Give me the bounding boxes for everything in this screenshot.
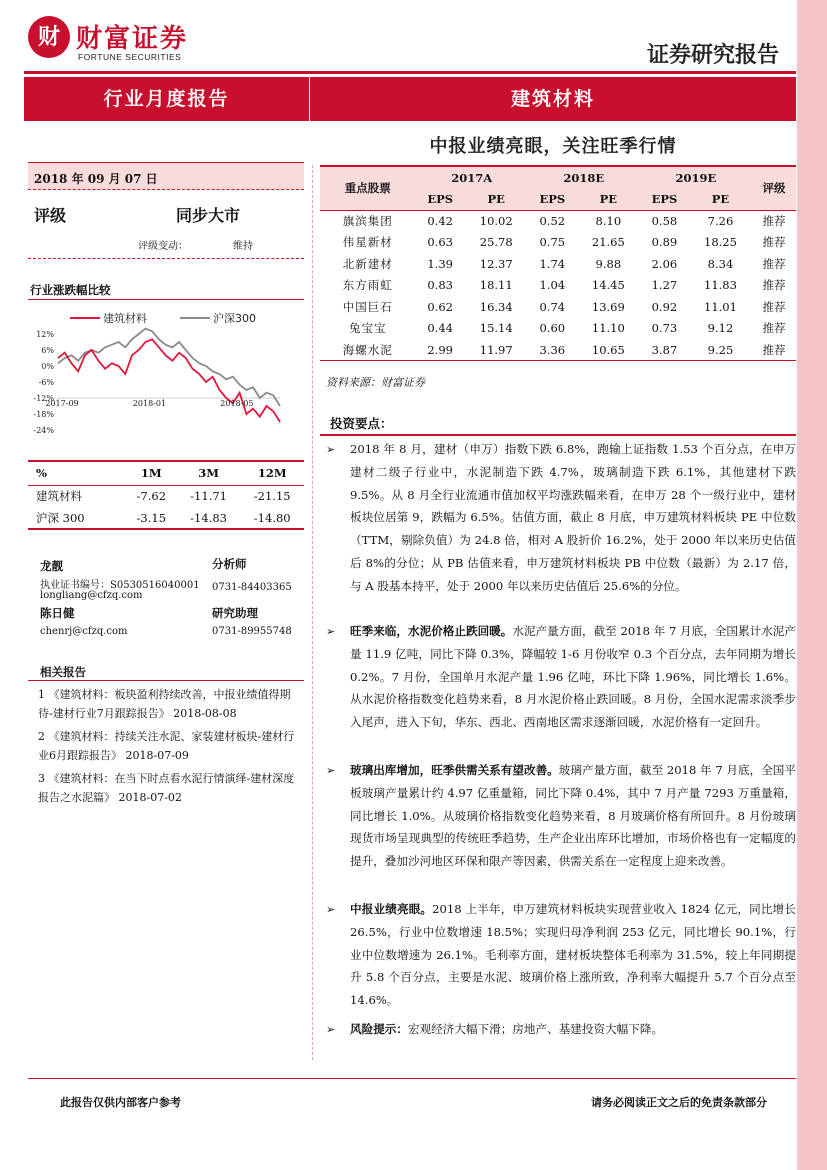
point-body: 2018 上半年，申万建筑材料板块实现营业收入 1824 亿元，同比增长 26.5%，行业中位数增速 18.5%；实现归母净利润 253 亿元，同比增长 90.1%，行业中位数增速为 26.1%。毛利率方面，建材板块整体毛利率为 31.5%，较上年同期提升 5.8 个百分点，主要是水泥、玻璃价格上涨所致，净利率大幅提升 5.7 个百分点至 14.6%。 [350, 902, 796, 1008]
table-cell: 9.88 [595, 256, 622, 271]
y-tick-label: 12% [36, 330, 54, 339]
table-cell: 0.92 [651, 299, 678, 314]
table-cell: 16.34 [479, 299, 513, 314]
table-cell: 1.74 [539, 256, 566, 271]
stock-rating: 推荐 [762, 299, 786, 314]
perf-col-header: 1M [126, 461, 177, 485]
analyst-role: 分析师 [212, 557, 247, 571]
table-cell: 11.10 [591, 321, 625, 336]
assistant-email[interactable]: chenrj@cfzq.com [40, 626, 128, 637]
point-body: 玻璃产量方面，截至 2018 年 7 月底，全国平板玻璃产量累计约 4.97 亿重量箱，同比下降 0.4%，其中 7 月产量 7293 万重量箱，同比增长 1.0%。从玻璃价格指数变化趋势来看，8 月玻璃价格有所回升。8 月份玻璃现货市场呈现典型的传统旺季趋势，生产企业出库环比增加，市场价格也有一定幅度的提升，叠加沙河地区环保和限产等因素，供需关系在一定程度上迎来改善。 [350, 763, 796, 869]
related-item[interactable]: 3 《建筑材料：在当下时点看水泥行情演绎-建材深度报告之水泥篇》 2018-07-02 [38, 772, 295, 804]
table-cell: -14.83 [177, 507, 241, 529]
rating-label: 评级 [34, 206, 67, 225]
table-cell: -3.15 [126, 507, 177, 529]
table-cell: 0.60 [539, 321, 566, 336]
x-tick-label: 2017-09 [45, 399, 79, 408]
point-heading: 中报业绩亮眼。 [350, 902, 433, 916]
bullet-arrow-icon: ➢ [326, 1023, 336, 1036]
y-tick-label: -18% [33, 410, 54, 419]
banner-industry: 建筑材料 [510, 88, 595, 110]
point-item [326, 1018, 796, 1041]
point-heading: 玻璃出库增加，旺季供需关系有望改善。 [350, 763, 559, 777]
table-cell: 1.27 [651, 278, 678, 293]
table-cell: -21.15 [253, 489, 291, 504]
rating-change-label: 评级变动： [138, 241, 188, 252]
y-tick-label: 6% [41, 346, 54, 355]
table-cell: 沪深 300 [28, 507, 126, 529]
bullet-arrow-icon: ➢ [326, 625, 336, 638]
table-cell: 建筑材料 [36, 489, 82, 504]
page-title: 中报业绩亮眼，关注旺季行情 [429, 136, 677, 157]
point-heading: 旺季来临，水泥价格止跌回暖。 [350, 624, 513, 638]
table-row [28, 507, 304, 529]
top-rule [24, 71, 796, 74]
x-tick-label: 2018-01 [132, 399, 167, 408]
sub-header: EPS [528, 188, 577, 210]
table-cell: 25.78 [479, 235, 513, 250]
table-cell: 3.87 [640, 339, 689, 361]
table-cell: 2.06 [651, 256, 678, 271]
perf-table-header [28, 461, 304, 485]
table-cell: 0.75 [539, 235, 566, 250]
table-row [320, 339, 796, 361]
table-row [28, 485, 304, 507]
point-body: 水泥产量方面，截至 2018 年 7 月底，全国累计水泥产量 11.9 亿吨，同比下降 0.3%，降幅较 1-6 月份收窄 0.3 个百分点，去年同期为增长 0.2%。7 月份，全国单月水泥产量 1.96 亿吨，环比下降 1.96%，同比增长 1.6%。从水泥价格指数变化趋势来看，8 月水泥价格止跌回暖。8 月份，全国水泥需求淡季步入尾声，进入下旬，华东、西北、西南地区需求逐渐回暖，水泥价格有一定回升。 [350, 624, 796, 730]
stock-name: 海螺水泥 [320, 339, 416, 361]
table-cell: 0.62 [427, 299, 453, 314]
section-rule [320, 434, 796, 436]
stock-table [320, 165, 796, 361]
stock-col-header: 重点股票 [320, 166, 416, 210]
footer-note: 此报告仅供内部客户参考 [60, 1096, 181, 1109]
stock-name: 北新建材 [342, 256, 393, 271]
legend-label: 建筑材料 [103, 312, 147, 325]
stock-rating: 推荐 [762, 278, 786, 293]
point-text [350, 620, 796, 734]
year-header: 2018E [528, 166, 640, 188]
table-cell: 0.89 [651, 235, 678, 250]
perf-chart [28, 308, 304, 446]
table-cell: -11.71 [190, 489, 227, 504]
table-cell: 0.52 [539, 214, 566, 228]
table-cell: -14.80 [240, 507, 304, 529]
table-cell: 1.04 [539, 278, 566, 293]
y-tick-label: -6% [38, 378, 54, 387]
point-item [326, 620, 796, 734]
table-cell: 14.45 [591, 278, 625, 293]
table-row [320, 275, 796, 297]
related-title: 相关报告 [40, 665, 86, 679]
table-cell: 11.83 [704, 278, 737, 293]
point-text [350, 898, 796, 1012]
table-cell: 0.83 [427, 278, 453, 293]
stock-name: 旗滨集团 [342, 214, 393, 228]
perf-col-header: 3M [177, 461, 241, 485]
sub-header: EPS [640, 188, 689, 210]
stock-rating: 推荐 [762, 235, 786, 250]
column-divider [312, 165, 313, 1060]
table-cell: 0.44 [427, 321, 453, 336]
stock-rating: 推荐 [762, 214, 786, 228]
table-cell: -7.62 [136, 489, 167, 504]
series-line [58, 339, 280, 422]
bullet-arrow-icon: ➢ [326, 443, 336, 456]
logo-mark [28, 16, 70, 58]
table-cell: 0.74 [539, 299, 566, 314]
analyst-phone: 0731-84403365 [212, 582, 292, 593]
table-cell: 7.26 [707, 214, 734, 228]
y-tick-label: -24% [33, 426, 54, 435]
table-cell: 0.42 [427, 214, 453, 228]
perf-col-header: % [28, 461, 126, 485]
year-header: 2019E [640, 166, 752, 188]
table-cell: 9.12 [707, 321, 734, 336]
series-line [58, 329, 280, 406]
table-row [320, 210, 796, 232]
legend-label: 沪深300 [213, 312, 256, 325]
table-cell: 9.25 [689, 339, 752, 361]
stock-name: 伟星新材 [342, 235, 393, 250]
stock-rating: 推荐 [752, 339, 796, 361]
year-header: 2017A [416, 166, 528, 188]
stock-rating: 推荐 [762, 256, 786, 271]
date-box [28, 162, 304, 190]
points-title: 投资要点： [330, 416, 393, 431]
banner-divider [309, 77, 310, 121]
table-cell: 10.65 [577, 339, 640, 361]
table-cell: 11.01 [704, 299, 737, 314]
banner-report-kind: 行业月度报告 [103, 88, 230, 110]
section-rule [28, 680, 304, 681]
table-cell: 0.73 [651, 321, 678, 336]
point-item [326, 759, 796, 873]
rating-value: 同步大市 [176, 206, 241, 225]
perf-table [28, 460, 304, 530]
logo-mark-glyph: 财 [37, 24, 60, 50]
table-cell: 15.14 [479, 321, 513, 336]
related-item[interactable]: 2 《建筑材料：持续关注水泥、家装建材板块-建材行业6月跟踪报告》 2018-07-09 [38, 730, 295, 762]
section-rule [28, 299, 304, 300]
bullet-arrow-icon: ➢ [326, 903, 336, 916]
table-cell: 3.36 [528, 339, 577, 361]
stock-name: 东方雨虹 [342, 278, 393, 293]
sub-header: PE [689, 188, 752, 210]
table-cell: 8.10 [595, 214, 622, 228]
side-decor-strip [797, 0, 827, 1170]
table-row [320, 253, 796, 275]
table-row [320, 296, 796, 318]
table-cell: 13.69 [591, 299, 625, 314]
footer-rule [28, 1078, 796, 1079]
related-item[interactable]: 1 《建筑材料：板块盈利持续改善，中报业绩值得期待-建材行业7月跟踪报告》 2018-08-08 [38, 688, 291, 720]
analyst-cert: 执业证书编号：S0530516040001 [40, 580, 200, 591]
report-type: 证券研究报告 [646, 43, 779, 68]
assistant-phone: 0731-89955748 [212, 626, 292, 637]
perf-col-header: 12M [240, 461, 304, 485]
related-list [38, 686, 300, 812]
bullet-arrow-icon: ➢ [326, 764, 336, 777]
logo-text-en: FORTUNE SECURITIES [78, 52, 182, 62]
rating-col-header: 评级 [752, 166, 796, 210]
point-body: 宏观经济大幅下滑；房地产、基建投资大幅下降。 [407, 1022, 664, 1036]
analyst-email[interactable]: longliang@cfzq.com [40, 590, 143, 601]
table-row [320, 318, 796, 340]
footer-disclaimer[interactable]: 请务必阅读正文之后的免责条款部分 [591, 1096, 767, 1109]
sub-header: PE [577, 188, 640, 210]
point-item [326, 438, 796, 598]
x-tick-label: 2018-05 [220, 399, 254, 408]
assistant-role: 研究助理 [212, 606, 258, 620]
analyst-name: 龙靓 [40, 559, 63, 573]
table-source: 资料来源：财富证券 [326, 376, 425, 389]
logo-text-cn: 财富证券 [76, 24, 189, 54]
y-tick-label: 0% [41, 362, 54, 371]
point-heading: 风险提示： [350, 1022, 408, 1036]
perf-chart-svg [28, 308, 304, 446]
stock-name: 兔宝宝 [349, 321, 387, 336]
point-text [350, 1018, 796, 1041]
table-cell: 8.34 [707, 256, 734, 271]
report-date: 2018 年 09 月 07 日 [34, 172, 158, 186]
table-cell: 21.65 [591, 235, 625, 250]
stock-name: 中国巨石 [342, 299, 393, 314]
stock-table-header [320, 166, 796, 188]
rating-change-value: 维持 [233, 241, 253, 252]
divider [28, 258, 304, 259]
table-cell: 2.99 [416, 339, 465, 361]
sub-header: EPS [416, 188, 465, 210]
table-cell: 18.25 [704, 235, 737, 250]
stock-rating: 推荐 [762, 321, 786, 336]
point-text: 2018 年 8 月，建材（申万）指数下跌 6.8%，跑输上证指数 1.53 个百分点，在申万建材二级子行业中，水泥制造下跌 4.7%，玻璃制造下跌 6.1%，其他建材下跌 9.5%。从 8 月全行业流通市值加权平均涨跌幅来看，在申万 28 个一级行业中，建材板块位居第 9，跌幅为 6.5%。估值方面，截止 8 月底，申万建筑材料板块 PE 中位数（TTM，剔除负值）为 24.8 倍，相对 A 股折价 16.2%，处于 2000 年以来历史估值后 8%的分位；从 PB 估值来看，申万建筑材料板块 PB 中位数（最新）为 2.17 倍，与 A 股基本持平，处于 2000 年以来历史估值后 25.6%的分位。 [350, 442, 796, 593]
assistant-name: 陈日健 [40, 606, 75, 620]
table-row [320, 232, 796, 254]
perf-chart-title: 行业涨跌幅比较 [30, 283, 111, 297]
table-cell: 18.11 [479, 278, 513, 293]
point-text [350, 759, 796, 873]
table-cell: 1.39 [427, 256, 453, 271]
table-cell: 10.02 [479, 214, 513, 228]
table-cell: 12.37 [479, 256, 513, 271]
point-item [326, 898, 796, 1012]
table-cell: 0.63 [427, 235, 453, 250]
y-tick-label: -12% [33, 394, 54, 403]
sub-header: PE [465, 188, 528, 210]
table-cell: 11.97 [465, 339, 528, 361]
table-cell: 0.58 [651, 214, 678, 228]
